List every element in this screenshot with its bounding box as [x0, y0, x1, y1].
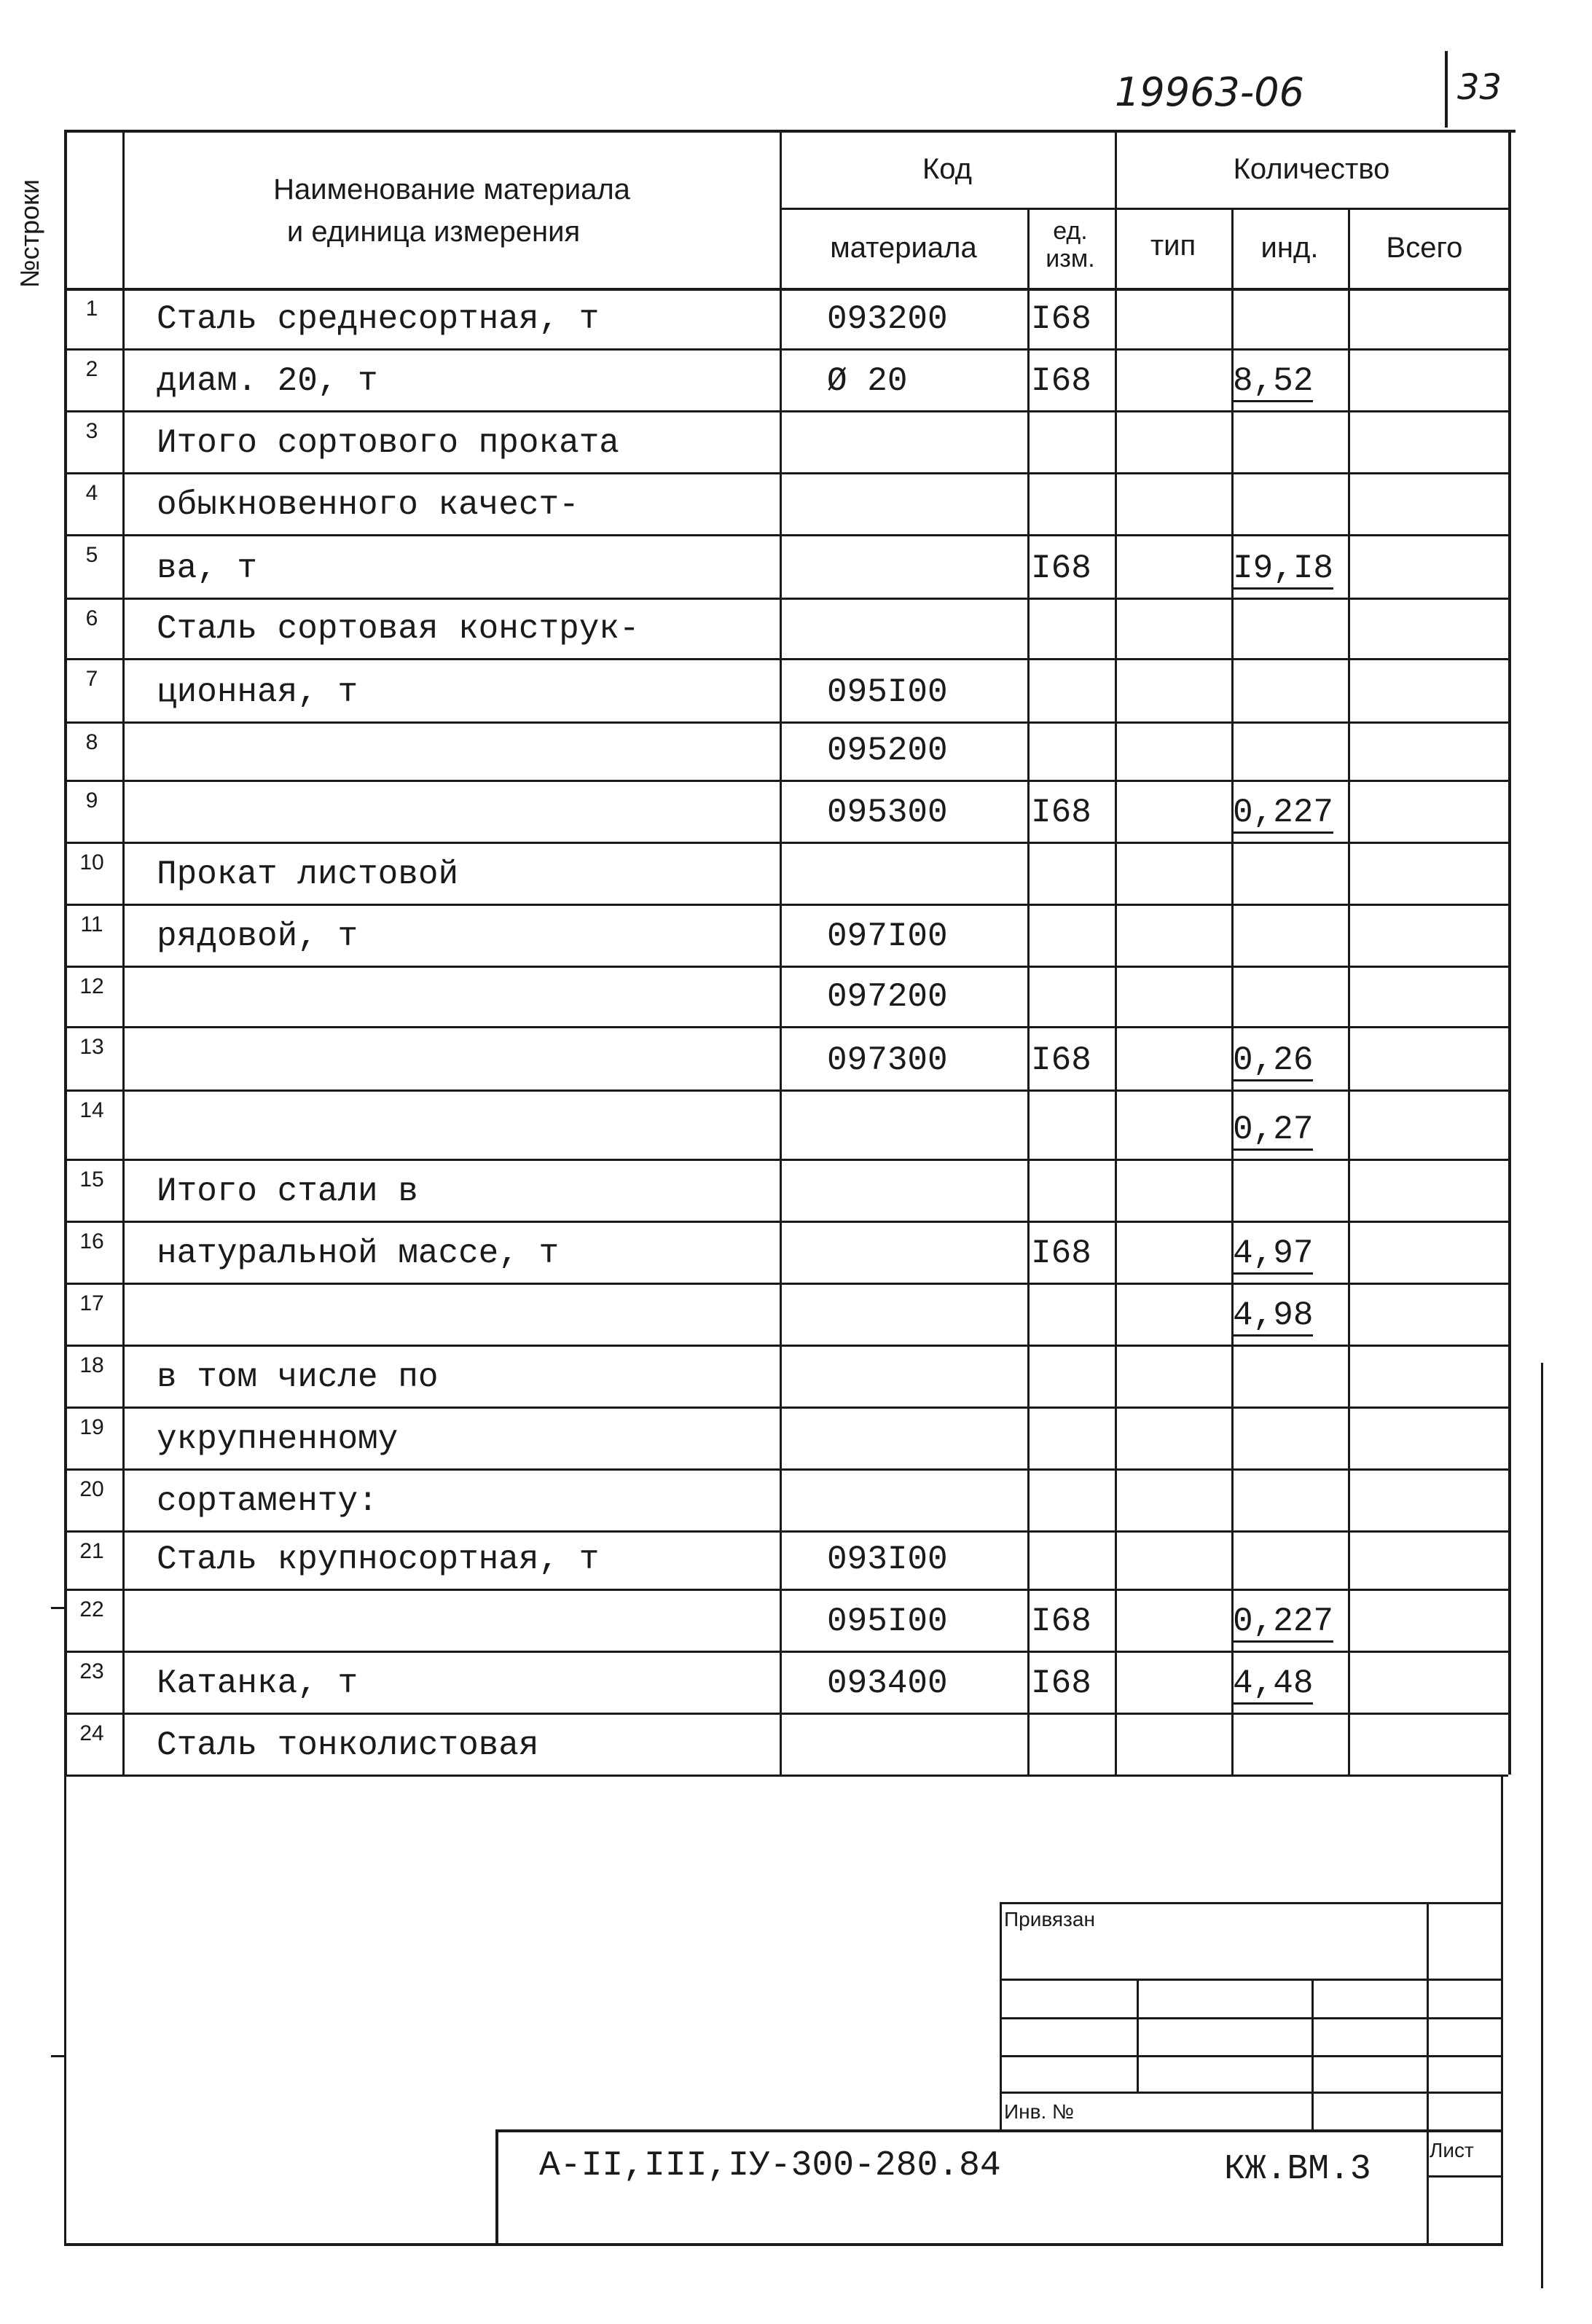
row-number: 14: [79, 1098, 104, 1122]
row-divider: [64, 1589, 1508, 1591]
material-code: 093400: [827, 1664, 948, 1702]
row-number: 19: [79, 1415, 104, 1439]
row-divider: [64, 658, 1508, 660]
sheet-code: КЖ.ВМ.3: [1224, 2150, 1371, 2189]
material-name: Итого сортового проката: [157, 424, 619, 462]
row-divider: [64, 904, 1508, 906]
material-name: Прокат листовой: [157, 856, 459, 893]
qty-ind: 4,97: [1233, 1235, 1313, 1275]
table-right-border: [1508, 130, 1511, 1775]
material-code: 093I00: [827, 1541, 948, 1578]
row-number: 1: [85, 297, 98, 321]
material-name: рядовой, т: [157, 918, 358, 955]
row-number: 17: [79, 1291, 104, 1315]
material-code: 097200: [827, 978, 948, 1016]
row-number: 5: [85, 543, 98, 567]
row-divider: [64, 1651, 1508, 1653]
row-divider: [64, 1713, 1508, 1715]
inventory-number-label: Инв. №: [1004, 2100, 1075, 2123]
material-code: Ø 20: [827, 362, 908, 400]
row-number: 24: [79, 1721, 104, 1745]
row-divider: [64, 1026, 1508, 1028]
name-column-border: [122, 130, 125, 1775]
qty-ind: 0,227: [1233, 1603, 1333, 1643]
unit-code: I68: [1031, 1603, 1091, 1640]
stamp-border: [1000, 1902, 1002, 2129]
row-number: 11: [80, 912, 103, 936]
material-name: Сталь среднесортная, т: [157, 300, 600, 338]
row-divider: [64, 1283, 1508, 1285]
material-name: диам. 20, т: [157, 362, 378, 400]
row-divider: [64, 598, 1508, 600]
qty-type-header: тип: [1150, 230, 1196, 262]
total-column-border: [1348, 208, 1350, 1775]
material-name: Сталь тонколистовая: [157, 1726, 539, 1764]
qty-ind: 8,52: [1233, 362, 1313, 402]
row-divider: [64, 472, 1508, 474]
material-name: Сталь сортовая конструк-: [157, 610, 640, 648]
row-divider: [64, 1159, 1508, 1161]
margin-line: [1541, 1363, 1543, 2288]
page-number: 33: [1457, 67, 1502, 108]
material-name: сортаменту:: [157, 1482, 378, 1520]
table-top-border: [64, 130, 1515, 133]
row-number: 7: [85, 667, 98, 691]
material-code: 095200: [827, 732, 948, 770]
document-number: 19963-06: [1115, 69, 1304, 115]
quantity-header: Количество: [1233, 153, 1390, 185]
stamp-border: [1137, 1979, 1139, 2092]
row-divider: [64, 721, 1508, 724]
row-divider: [64, 842, 1508, 844]
edge-mark: [51, 1607, 66, 1609]
frame-right-border: [1501, 1775, 1503, 2245]
row-number: 6: [85, 606, 98, 630]
quantity-column-border: [1115, 130, 1117, 1775]
row-divider: [64, 780, 1508, 782]
material-code: 097I00: [827, 918, 948, 955]
material-code: 095I00: [827, 673, 948, 711]
frame-bottom-border: [64, 2243, 1503, 2246]
material-name: обыкновенного качест-: [157, 486, 579, 524]
material-name: ционная, т: [157, 673, 358, 711]
unit-code: I68: [1031, 362, 1091, 400]
title-block-top: [495, 2129, 1502, 2132]
row-number: 15: [79, 1167, 104, 1192]
material-name: укрупненному: [157, 1420, 399, 1458]
qty-ind: I9,I8: [1233, 549, 1333, 590]
material-code: 097300: [827, 1041, 948, 1079]
row-divider: [64, 1345, 1508, 1347]
name-header-line1: Наименование материала: [273, 173, 630, 206]
stamp-border: [1311, 1979, 1314, 2129]
row-divider: [64, 1221, 1508, 1223]
material-name: Сталь крупносортная, т: [157, 1541, 600, 1578]
row-divider: [64, 1530, 1508, 1533]
unit-code: I68: [1031, 549, 1091, 587]
row-divider: [64, 534, 1508, 536]
unit-header: ед. изм.: [1046, 217, 1095, 273]
header-bottom-border: [64, 288, 1508, 291]
row-number-header: №строки: [15, 179, 44, 288]
row-number: 2: [85, 357, 98, 381]
row-number: 8: [85, 730, 98, 754]
row-divider: [64, 1468, 1508, 1471]
row-number: 13: [79, 1035, 104, 1059]
qty-total-header: Всего: [1386, 232, 1463, 264]
qty-ind-header: инд.: [1260, 232, 1319, 264]
unit-code: I68: [1031, 1041, 1091, 1079]
title-block-left: [495, 2129, 498, 2245]
material-name: в том числе по: [157, 1358, 439, 1396]
ind-column-border: [1231, 208, 1234, 1775]
row-divider: [64, 410, 1508, 412]
row-number: 9: [85, 789, 98, 813]
unit-code: I68: [1031, 794, 1091, 832]
row-number: 23: [79, 1659, 104, 1683]
row-number: 16: [79, 1229, 104, 1253]
row-divider: [64, 348, 1508, 351]
row-number: 20: [79, 1477, 104, 1501]
material-name: Итого стали в: [157, 1173, 418, 1210]
material-code: 095300: [827, 794, 948, 832]
header-sub-line: [780, 208, 1508, 210]
row-divider: [64, 1089, 1508, 1092]
code-column-border: [780, 130, 782, 1775]
row-divider: [64, 966, 1508, 968]
material-name: Катанка, т: [157, 1664, 358, 1702]
code-header: Код: [922, 153, 972, 185]
row-number: 18: [79, 1353, 104, 1377]
frame-left-border: [64, 1775, 66, 2245]
row-number: 21: [79, 1539, 104, 1563]
qty-ind: 4,48: [1233, 1664, 1313, 1705]
qty-ind: 0,27: [1233, 1111, 1313, 1151]
qty-ind: 4,98: [1233, 1296, 1313, 1337]
row-number: 12: [79, 974, 104, 998]
stamp-border: [1427, 1902, 1429, 2245]
row-divider: [64, 1406, 1508, 1409]
project-code: А-II,III,IУ-300-280.84: [539, 2146, 1001, 2186]
material-name: натуральной массе, т: [157, 1235, 560, 1272]
row-number: 10: [79, 850, 104, 875]
material-code: 095I00: [827, 1603, 948, 1640]
unit-code: I68: [1031, 1235, 1091, 1272]
qty-ind: 0,227: [1233, 794, 1333, 834]
bound-label: Привязан: [1004, 1908, 1095, 1930]
unit-code: I68: [1031, 1664, 1091, 1702]
unit-code: I68: [1031, 300, 1091, 338]
material-name: ва, т: [157, 549, 258, 587]
sheet-label: Лист: [1430, 2139, 1474, 2161]
material-code: 093200: [827, 300, 948, 338]
qty-ind: 0,26: [1233, 1041, 1313, 1081]
code-material-header: материала: [830, 232, 977, 264]
row-number: 4: [85, 481, 98, 505]
edge-mark: [51, 2055, 66, 2057]
row-number: 3: [85, 419, 98, 443]
row-divider: [64, 1775, 1508, 1777]
name-header-line2: и единица измерения: [286, 216, 581, 248]
unit-column-border: [1027, 208, 1030, 1775]
sheet-cell-line: [1427, 2175, 1502, 2178]
row-number: 22: [79, 1597, 104, 1621]
